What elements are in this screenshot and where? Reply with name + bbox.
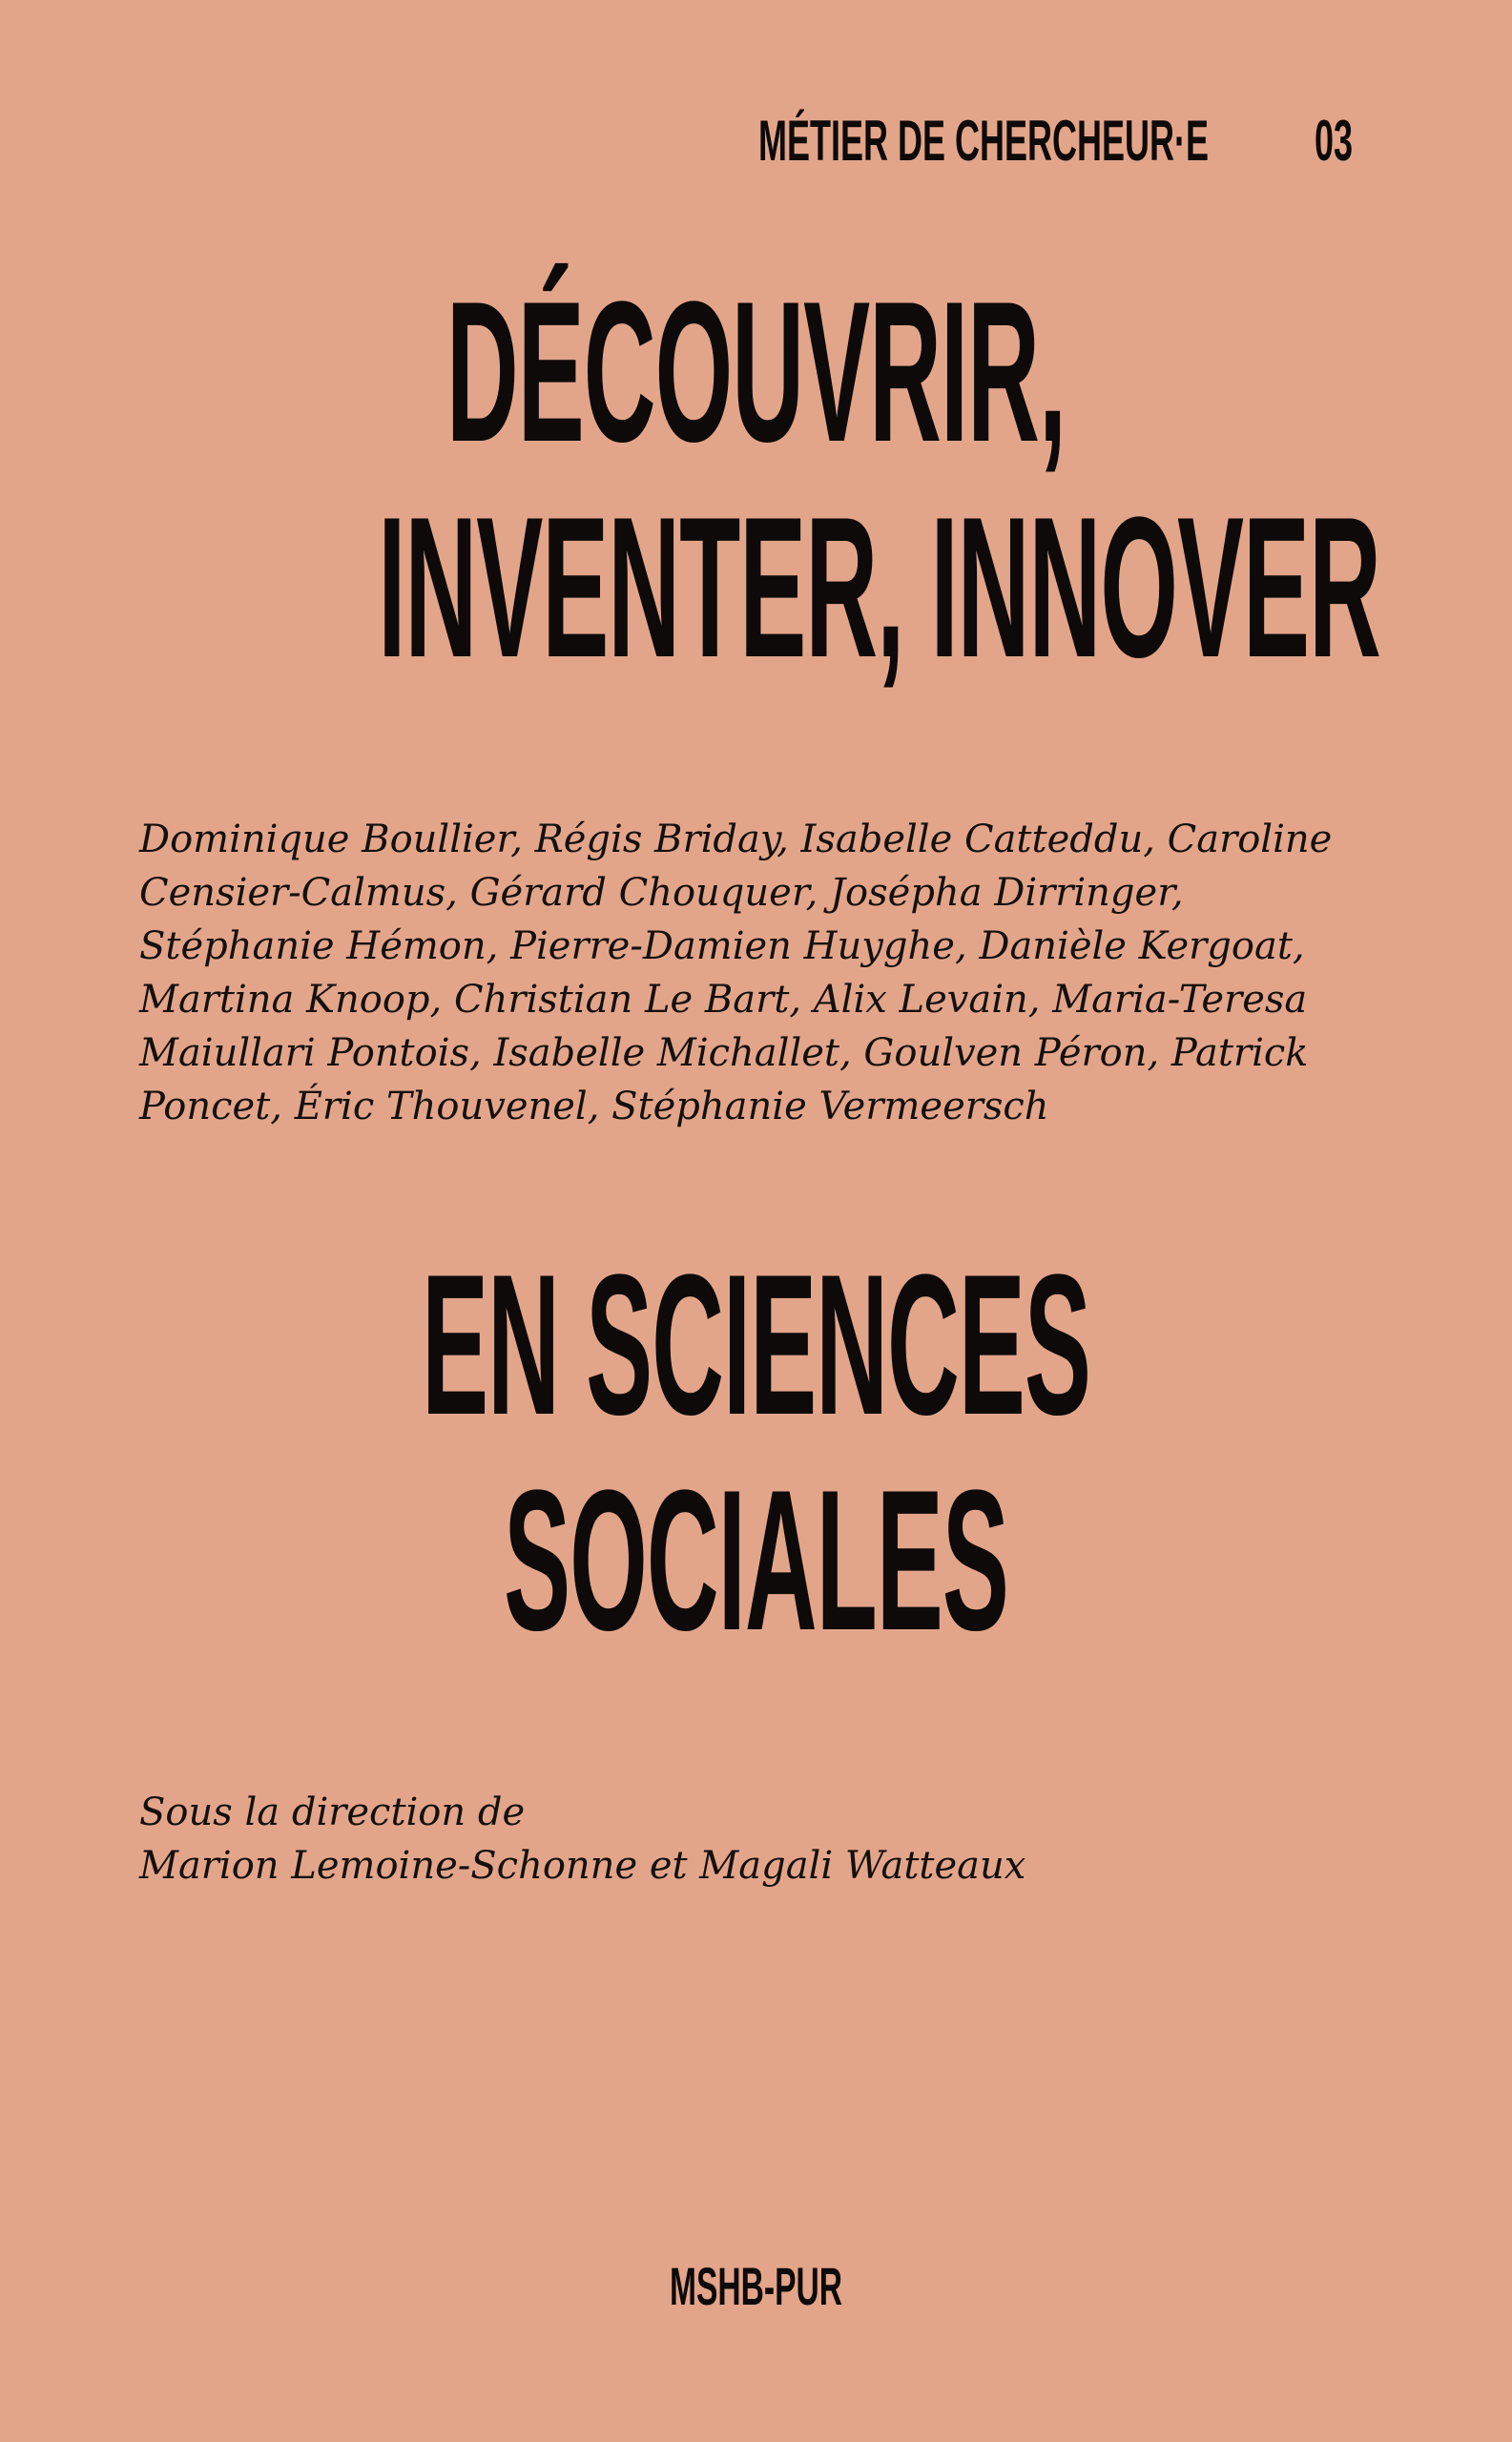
series-number: 03 [1315,109,1354,173]
subtitle-line-2: SOCIALES [504,1448,1008,1672]
author-line-4: Martina Knoop, Christian Le Bart, Alix Levain, Maria-Teresa [139,978,1308,1022]
book-title [0,259,1512,699]
series-title: MÉTIER DE CHERCHEUR·E [758,109,1210,173]
publisher [0,2253,1512,2320]
subtitle-line-1: EN SCIENCES [422,1232,1090,1457]
editors: Marion Lemoine-Schonne et Magali Watteaux [139,1844,1026,1888]
direction-label: Sous la direction de [139,1790,526,1834]
author-line-6: Poncet, Éric Thouvenel, Stéphanie Vermeersch [139,1085,1049,1128]
publisher-name: MSHB-PUR [669,2256,843,2316]
editorial-direction [139,1786,1025,1893]
book-subtitle [0,1232,1512,1672]
author-line-3: Stéphanie Hémon, Pierre-Damien Huyghe, Danièle Kergoat, [139,924,1305,968]
author-line-2: Censier-Calmus, Gérard Chouquer, Josépha Dirringer, [139,871,1184,915]
author-list [139,813,1379,1133]
title-line-1: DÉCOUVRIR, [445,259,1067,484]
author-line-5: Maiullari Pontois, Isabelle Michallet, Goulven Péron, Patrick [139,1031,1309,1075]
author-line-1: Dominique Boullier, Régis Briday, Isabelle Catteddu, Caroline [139,817,1333,861]
title-line-2: INVENTER, INNOVER [378,475,1380,699]
